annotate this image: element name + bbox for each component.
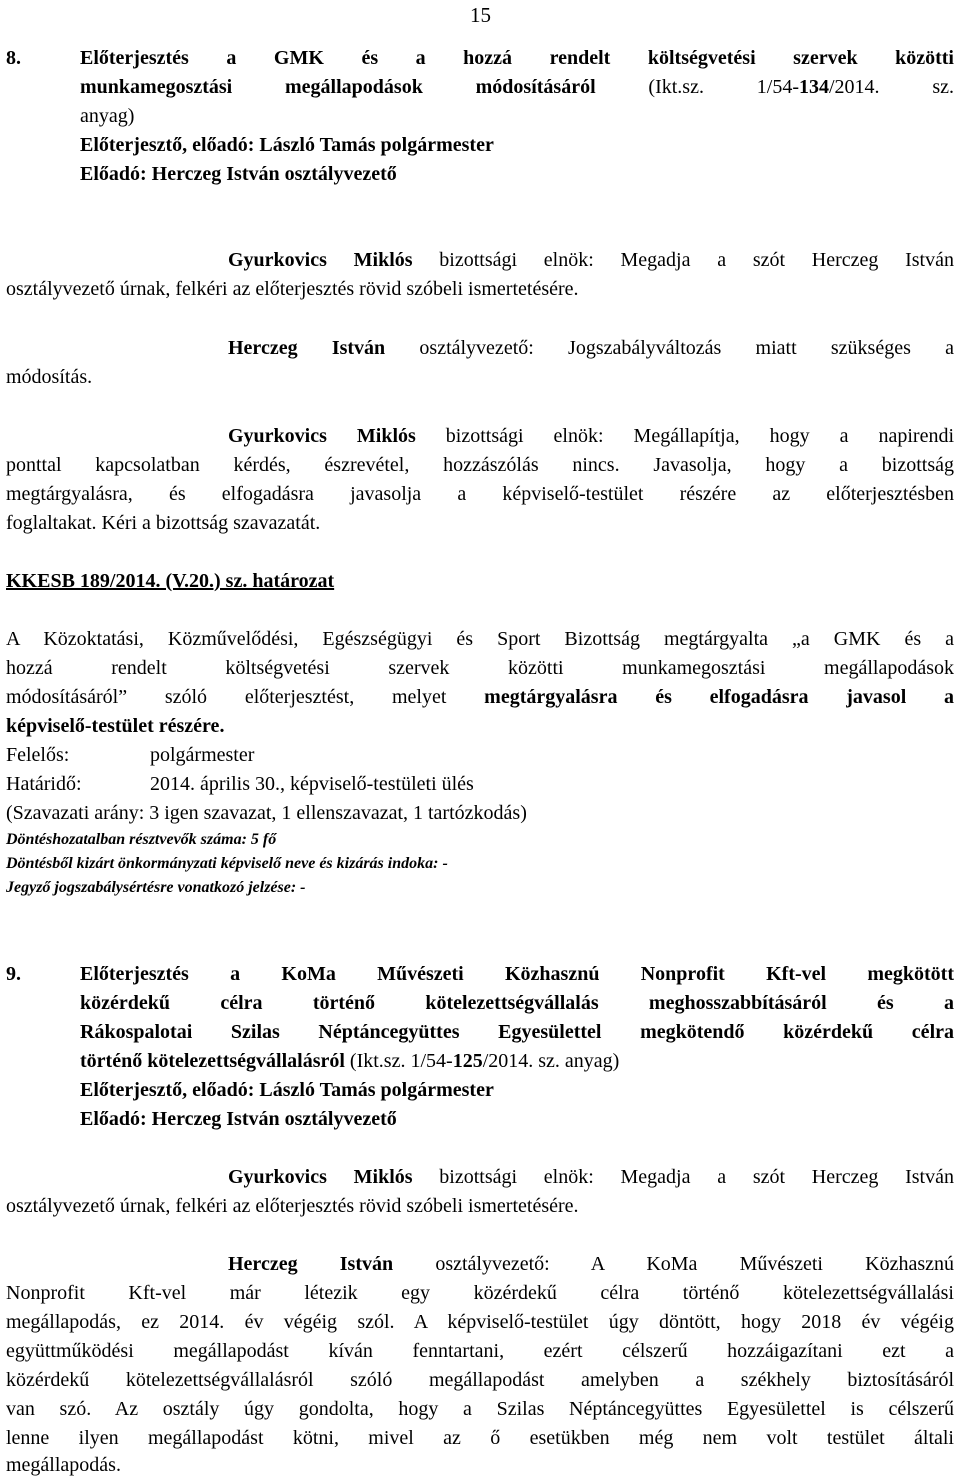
item9-title-line4 <box>80 1048 954 1074</box>
p-bold: megtárgyalásra és elfogadásra javasol a <box>484 686 955 708</box>
item9-p2-line4: együttműködési megállapodást kíván fenntartani, ezért célszerű hozzáigazítani ezt a <box>6 1340 954 1362</box>
resolution-line1: A Közoktatási, Közművelődési, Egészségügyi és Sport Bizottság megtárgyalta „a GMK és a <box>6 628 954 650</box>
deadline-value: 2014. április 30., képviselő-testületi ülés <box>150 773 474 795</box>
speaker-name: Gyurkovics Miklós <box>228 249 413 271</box>
item8-title-line3: anyag) <box>80 105 135 127</box>
item8-p1-line1 <box>228 247 954 273</box>
responsible-value: polgármester <box>150 744 255 766</box>
item9-title-text: Előterjesztés a KoMa Művészeti Közhasznú Nonprofit Kft-vel megkötött <box>80 963 954 985</box>
responsible-label: Felelős: <box>6 744 70 766</box>
item9-ikt: (Ikt.sz. 1/54- <box>344 1050 453 1072</box>
resolution-heading: KKESB 189/2014. (V.20.) sz. határozat <box>6 570 335 592</box>
item8-title-bold: munkamegosztási megállapodások módosításáról <box>80 76 596 98</box>
p-text: osztályvezető: Jogszabályváltozás miatt szükséges a <box>385 337 954 359</box>
p-text: bizottsági elnök: Megállapítja, hogy a napirendi <box>415 425 955 447</box>
p-text: osztályvezető: A KoMa Művészeti Közhasznú <box>393 1253 954 1275</box>
item9-p2-line6: van szó. Az osztály úgy gondolta, hogy a Szilas Néptáncegyüttes Egyesülettel is célszerű <box>6 1398 954 1420</box>
p-text: bizottsági elnök: Megadja a szót Herczeg István <box>412 1166 954 1188</box>
item9-p2-line8: megállapodás. <box>6 1454 121 1476</box>
resolution-line2: hozzá rendelt költségvetési szervek közötti munkamegosztási megállapodások <box>6 657 954 679</box>
excluded-members: Döntésből kizárt önkormányzati képviselő neve és kizárás indoka: - <box>6 855 448 872</box>
item8-ikt-num: 134 <box>798 76 829 98</box>
item8-p2-line1 <box>228 335 954 361</box>
item8-p3-line2: ponttal kapcsolatban kérdés, észrevétel, hozzászólás nincs. Javasolja, hogy a bizottság <box>6 454 954 476</box>
item8-number: 8. <box>6 47 21 69</box>
item8-title-text: Előterjesztés a GMK és a hozzá rendelt költségvetési szervek közötti <box>80 47 954 69</box>
item9-p2-line7: lenne ilyen megállapodást kötni, mivel az ő esetükben még nem volt testület általi <box>6 1427 954 1449</box>
deadline-row <box>6 771 954 797</box>
item8-ikt-rest: /2014. sz. <box>828 76 954 98</box>
resolution-line3 <box>6 684 954 710</box>
resolution-line4: képviselő-testület részére. <box>6 715 225 737</box>
item9-title-bold: történő kötelezettségvállalásról <box>80 1050 345 1072</box>
notary-signal: Jegyző jogszabálysértésre vonatkozó jelzése: - <box>6 879 306 896</box>
item9-speaker: Előadó: Herczeg István osztályvezető <box>80 1108 397 1130</box>
speaker-name: Herczeg István <box>228 1253 394 1275</box>
speaker-name: Gyurkovics Miklós <box>228 425 416 447</box>
item8-title-line2 <box>80 74 954 100</box>
item8-presenter: Előterjesztő, előadó: László Tamás polgármester <box>80 134 494 156</box>
item8-p3-line4: foglaltakat. Kéri a bizottság szavazatát. <box>6 512 321 534</box>
p-text: módosításáról” szóló előterjesztést, melyet <box>6 686 485 708</box>
page-number: 15 <box>470 3 491 27</box>
p-text: bizottsági elnök: Megadja a szót Herczeg István <box>412 249 954 271</box>
item9-presenter: Előterjesztő, előadó: László Tamás polgármester <box>80 1079 494 1101</box>
item8-ikt: (Ikt.sz. 1/54- <box>595 76 799 98</box>
item9-ikt-rest: /2014. sz. anyag) <box>482 1050 620 1072</box>
item9-number: 9. <box>6 963 21 985</box>
item9-title-line3: Rákospalotai Szilas Néptáncegyüttes Egyesülettel megkötendő közérdekű célra <box>80 1021 954 1043</box>
item9-p2-line3: megállapodás, ez 2014. év végéig szól. A képviselő-testület úgy döntött, hogy 2018 év végéig <box>6 1311 954 1333</box>
speaker-name: Herczeg István <box>228 337 386 359</box>
item8-p1-line2: osztályvezető úrnak, felkéri az előterjesztés rövid szóbeli ismertetésére. <box>6 278 579 300</box>
item9-p2-line2: Nonprofit Kft-vel már létezik egy közérdekű célra történő kötelezettségvállalási <box>6 1282 954 1304</box>
item9-p2-line5: közérdekű kötelezettségvállalásról szóló megállapodást amelyben a székhely biztosításáról <box>6 1369 954 1391</box>
item9-p1-line2: osztályvezető úrnak, felkéri az előterjesztés rövid szóbeli ismertetésére. <box>6 1195 579 1217</box>
item8-p3-line1 <box>228 423 954 449</box>
responsible-row <box>6 742 954 768</box>
speaker-name: Gyurkovics Miklós <box>228 1166 413 1188</box>
item8-p2-line2: módosítás. <box>6 366 93 388</box>
vote-ratio: (Szavazati arány: 3 igen szavazat, 1 ellenszavazat, 1 tartózkodás) <box>6 802 527 824</box>
item9-p2-line1 <box>228 1251 954 1277</box>
item8-speaker: Előadó: Herczeg István osztályvezető <box>80 163 397 185</box>
deadline-label: Határidő: <box>6 773 82 795</box>
item9-title-line2: közérdekű célra történő kötelezettségvállalás meghosszabbításáról és a <box>80 992 954 1014</box>
item9-p1-line1 <box>228 1164 954 1190</box>
item8-p3-line3: megtárgyalásra, és elfogadásra javasolja a képviselő-testület részére az előterjesztésben <box>6 483 954 505</box>
participants: Döntéshozatalban résztvevők száma: 5 fő <box>6 831 277 848</box>
item9-ikt-num: 125 <box>452 1050 483 1072</box>
